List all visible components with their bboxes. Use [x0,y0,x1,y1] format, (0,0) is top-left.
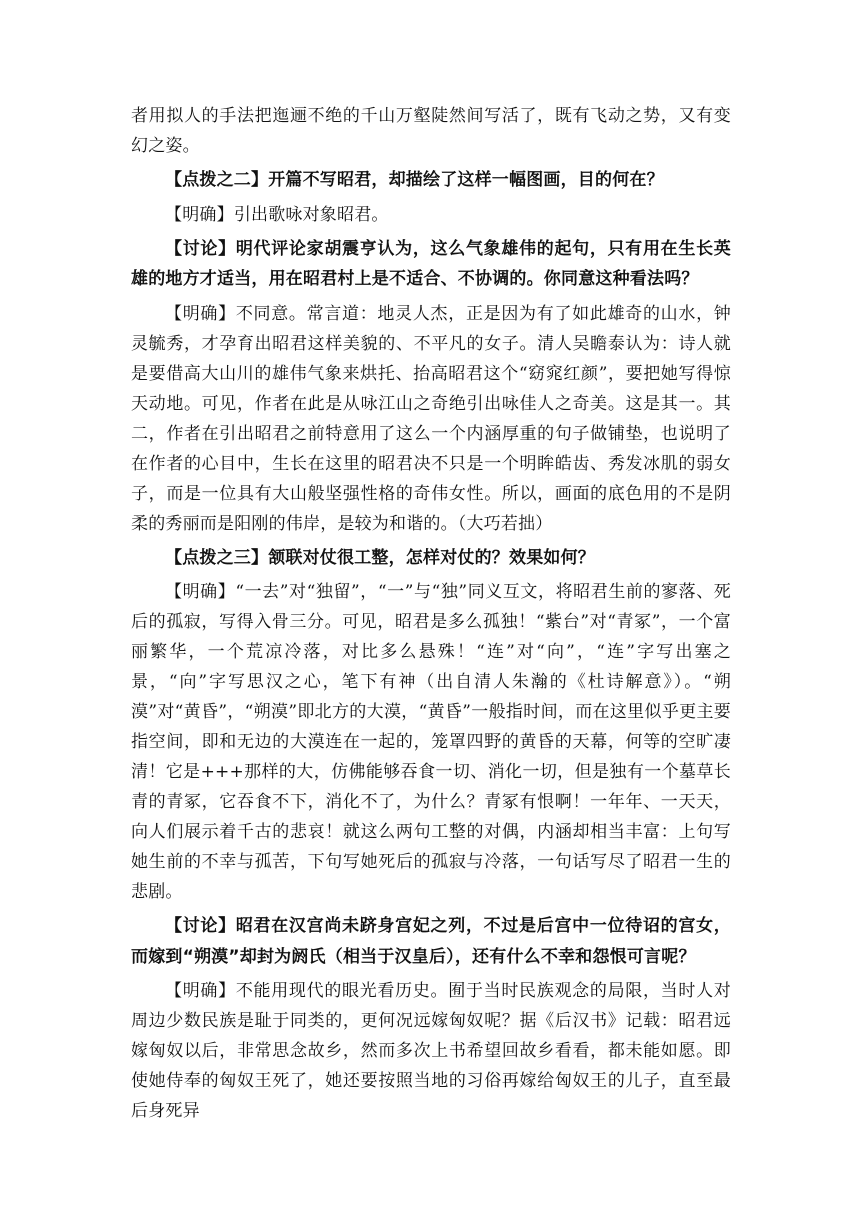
discussion-2-tag: 【讨论】 [165,916,236,936]
guide-2-tag: 【点拨之二】 [165,170,269,190]
paragraph-guide-3 [131,543,731,574]
guide-3-tag: 【点拨之三】 [165,547,269,568]
paragraph-answer-3 [131,577,731,907]
paragraph-answer-2 [131,299,731,539]
guide-2-text: 开篇不写昭君，却描绘了这样一幅图画，目的何在？ [268,170,664,190]
answer-2-tag: 【明确】 [165,303,236,324]
discussion-1-tag: 【讨论】 [165,238,236,259]
answer-2-text: 不同意。常言道：地灵人杰，正是因为有了如此雄奇的山水，钟灵毓秀，才孕育出昭君这样美貌的、不平凡的女子。清人吴瞻泰认为：诗人就是要借高大山川的雄伟气象来烘托、抬高昭君这个“窈窕红颜”，要把她写得惊天动地。可见，作者在此是从咏江山之奇绝引出咏佳人之奇美。这是其一。其二，作者在引出昭君之前特意用了这么一个内涵厚重的句子做铺垫，也说明了在作者的心目中，生长在这里的昭君决不只是一个明眸皓齿、秀发冰肌的弱女子，而是一位具有大山般坚强性格的奇伟女性。所以，画面的底色用的不是阴柔的秀丽而是阳刚的伟岸，是较为和谐的。（大巧若拙） [131,303,731,534]
discussion-1-text: 明代评论家胡震亨认为，这么气象雄伟的起句，只有用在生长英雄的地方才适当，用在昭君村上是不适合、不协调的。你同意这种看法吗？ [131,238,731,289]
paragraph-guide-2 [131,165,731,196]
paragraph-discussion-2 [131,911,731,972]
answer-3-tag: 【明确】 [165,582,236,602]
answer-3-text: “一去”对“独留”，“一”与“独”同义互文，将昭君生前的寥落、死后的孤寂，写得入骨三分。可见，昭君是多么孤独！“紫台”对“青冢”，一个富丽繁华，一个荒凉冷落，对比多么悬殊！“连”对“向”，“连”字写出塞之景，“向”字写思汉之心，笔下有神（出自清人朱瀚的《杜诗解意》）。“朔漠”对“黄昏”，“朔漠”即北方的大漠，“黄昏”一般指时间，而在这里似乎更主要指空间，即和无边的大漠连在一起的，笼罩四野的黄昏的天幕，何等的空旷凄清！它是+++那样的大，仿佛能够吞食一切、消化一切，但是独有一个墓草长青的青冢，它吞食不下，消化不了，为什么？青冢有恨啊！一年年、一天天，向人们展示着千古的悲哀！就这么两句工整的对偶，内涵却相当丰富：上句写她生前的不幸与孤苦，下句写她死后的孤寂与冷落，一句话写尽了昭君一生的悲剧。 [131,582,731,902]
paragraph-discussion-1 [131,234,731,295]
paragraph-continuation: 者用拟人的手法把迤逦不绝的千山万壑陡然间写活了，既有飞动之势，又有变幻之姿。 [131,106,731,156]
paragraph-answer-1 [131,200,731,230]
answer-1-tag: 【明确】 [165,204,234,225]
answer-4-tag: 【明确】 [165,981,236,1001]
discussion-2-text: 昭君在汉宫尚未跻身宫妃之列，不过是后宫中一位待诏的宫女，而嫁到“朔漠”却封为阏氏（相当于汉皇后），还有什么不幸和怨恨可言呢？ [131,916,731,967]
guide-3-text: 颔联对仗很工整，怎样对仗的？效果如何？ [268,547,596,568]
answer-1-text: 引出歌咏对象昭君。 [233,204,389,225]
answer-4-text: 不能用现代的眼光看历史。囿于当时民族观念的局限，当时人对周边少数民族是耻于同类的，更何况远嫁匈奴呢？据《后汉书》记载：昭君远嫁匈奴以后，非常思念故乡，然而多次上书希望回故乡看看，都未能如愿。即使她侍奉的匈奴王死了，她还要按照当地的习俗再嫁给匈奴王的儿子，直至最后身死异 [131,981,731,1121]
paragraph-answer-4 [131,976,731,1126]
document-body [131,101,731,1126]
